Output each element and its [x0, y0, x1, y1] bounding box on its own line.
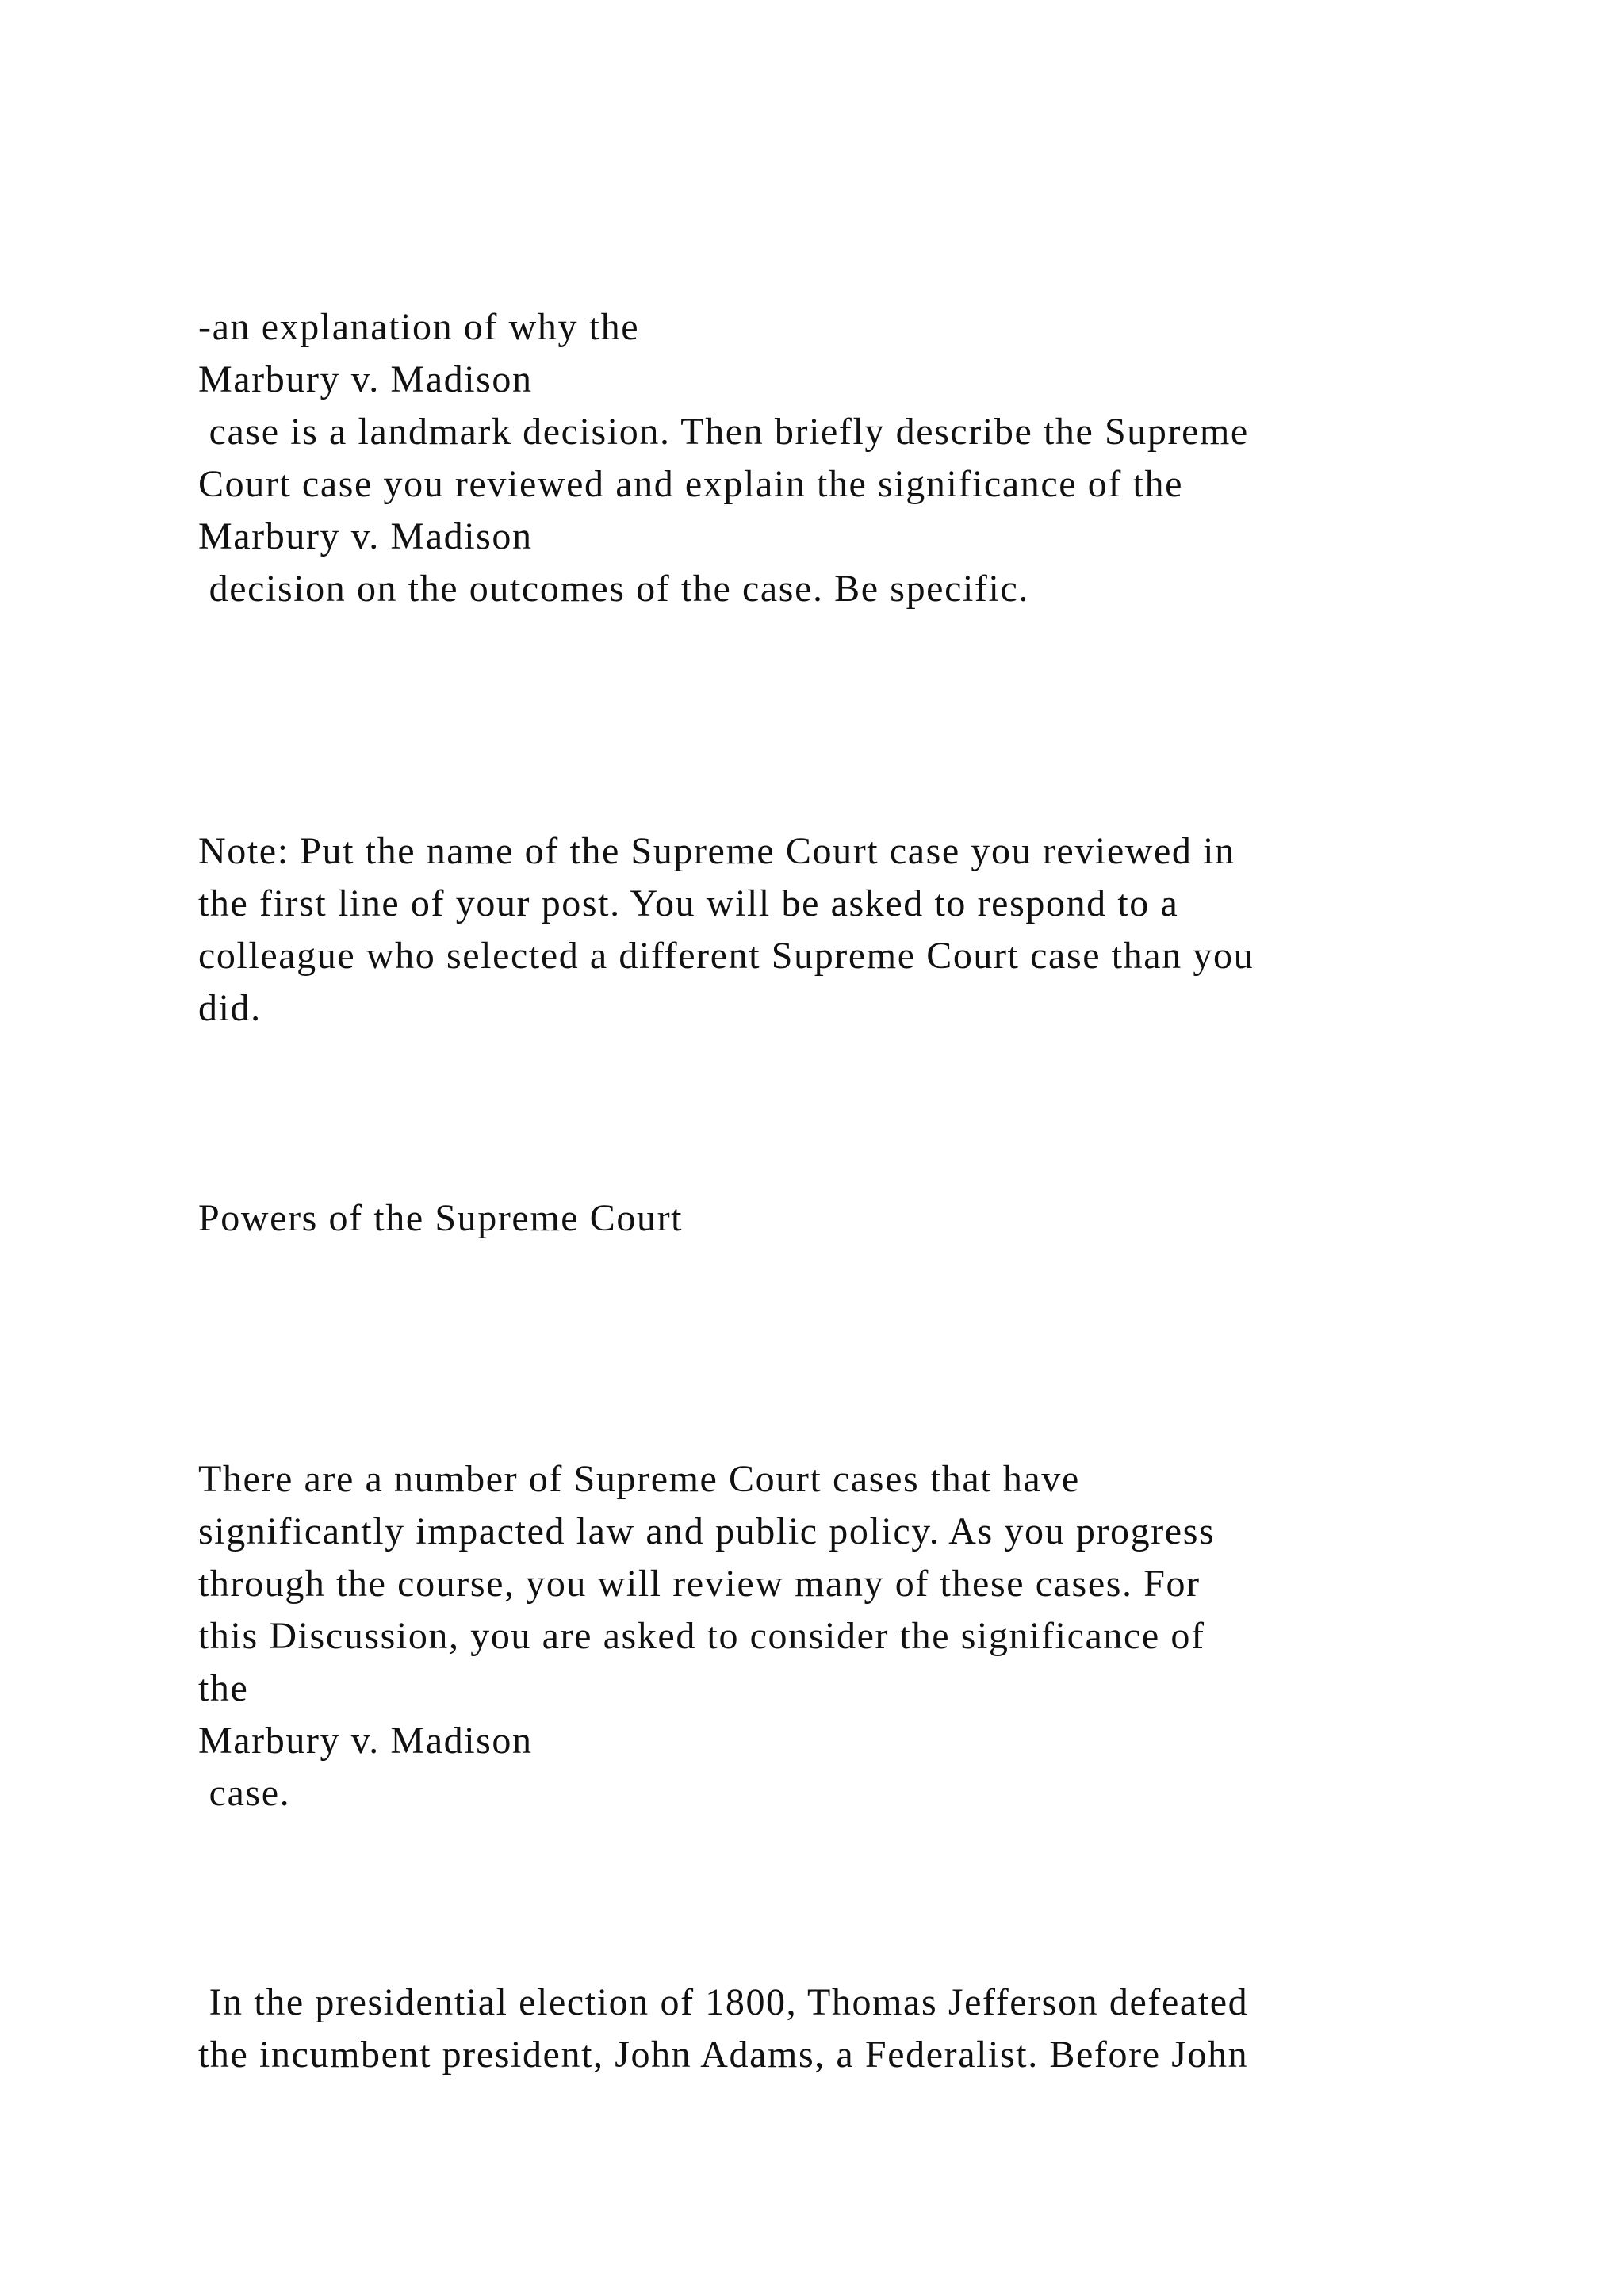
text-line: case is a landmark decision. Then briefly describe the Supreme: [198, 411, 1249, 453]
text-line: colleague who selected a different Supreme Court case than you: [198, 935, 1254, 977]
text-line: this Discussion, you are asked to consider the significance of: [198, 1615, 1205, 1657]
text-line: significantly impacted law and public policy. As you progress: [198, 1510, 1216, 1552]
text-line: -an explanation of why the: [198, 306, 640, 348]
text-line: There are a number of Supreme Court cases that have: [198, 1458, 1080, 1500]
text-line: case.: [198, 1772, 291, 1814]
text-line: decision on the outcomes of the case. Be specific.: [198, 568, 1029, 610]
text-line: In the presidential election of 1800, Thomas Jefferson defeated: [198, 1981, 1249, 2023]
text-line: through the course, you will review many of these cases. For: [198, 1563, 1201, 1605]
text-line: Court case you reviewed and explain the significance of the: [198, 463, 1183, 505]
text-line: Marbury v. Madison: [198, 358, 533, 400]
text-line: the first line of your post. You will be asked to respond to a: [198, 882, 1179, 924]
section-heading: Powers of the Supreme Court: [198, 1197, 684, 1239]
text-line: Note: Put the name of the Supreme Court case you reviewed in: [198, 830, 1235, 872]
text-line: the: [198, 1667, 249, 1709]
text-line: Marbury v. Madison: [198, 515, 533, 557]
text-line: did.: [198, 987, 262, 1029]
text-line: Marbury v. Madison: [198, 1720, 533, 1762]
text-line: the incumbent president, John Adams, a Federalist. Before John: [198, 2034, 1249, 2076]
